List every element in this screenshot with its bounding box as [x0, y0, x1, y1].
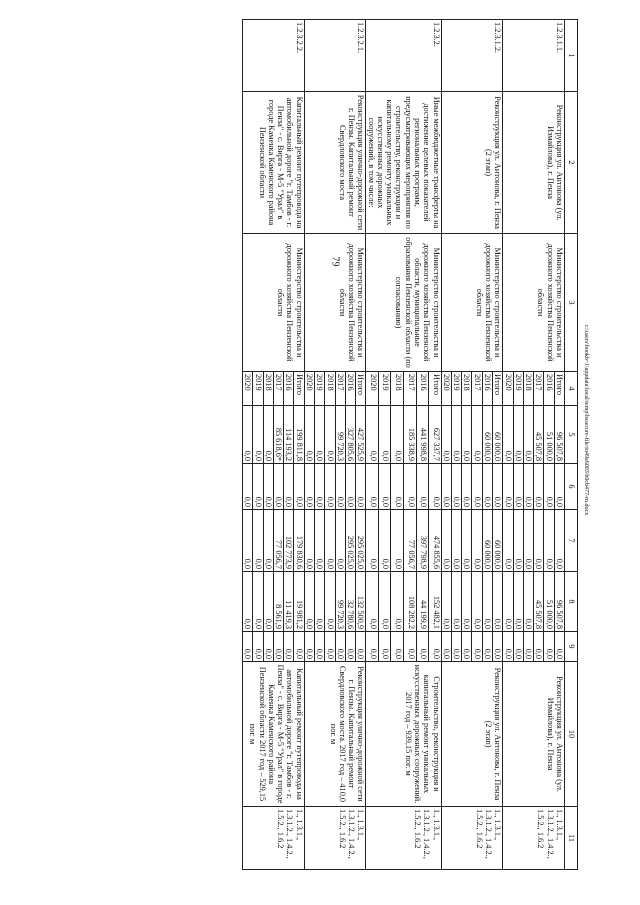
col-header: 6 — [565, 464, 578, 510]
regional-budget: 0,0 — [391, 510, 404, 572]
other-sources: 0,0 — [451, 632, 461, 662]
regional-budget: 0,0 — [378, 510, 391, 572]
year-label: Итого — [493, 372, 503, 406]
other-sources: 0,0 — [534, 632, 544, 662]
regional-budget: 0,0 — [534, 510, 544, 572]
road-fund: 108 282,2 — [404, 572, 417, 632]
other-sources: 0,0 — [335, 632, 345, 662]
col-header: 2 — [565, 92, 578, 234]
road-fund: 0,0 — [441, 572, 451, 632]
regional-budget: 77 056,7 — [404, 510, 417, 572]
year-label: 2016 — [416, 372, 429, 406]
year-label: 2017 — [404, 372, 417, 406]
road-fund: 0,0 — [378, 572, 391, 632]
federal-budget: 0,0 — [391, 464, 404, 510]
regional-budget: 0,0 — [503, 510, 513, 572]
year-label: 2018 — [462, 372, 472, 406]
road-fund: 0,0 — [513, 572, 523, 632]
other-sources: 0,0 — [462, 632, 472, 662]
other-sources: 0,0 — [314, 632, 324, 662]
total-amount: 0,0 — [304, 406, 314, 464]
year-label: 2018 — [263, 372, 273, 406]
item-number: 1.2.3.2.1. — [304, 20, 366, 92]
expected-result: Капитальный ремонт путепровода на автомобильной дороге "г. Тамбов - г. Пенза" - с. Вирга - М-5 "Урал" в городе Каменка Каменского района Пензенской области 2017 год – 529,15 пог. м — [243, 662, 305, 807]
year-label: 2020 — [503, 372, 513, 406]
regional-budget: 0,0 — [243, 510, 253, 572]
federal-budget: 0,0 — [253, 464, 263, 510]
year-label: 2017 — [472, 372, 482, 406]
regional-budget: 102 773,9 — [284, 510, 294, 572]
total-amount: 0,0 — [325, 406, 335, 464]
total-amount: 0,0 — [513, 406, 523, 464]
total-amount: 185 338,9 — [404, 406, 417, 464]
other-sources: 0,0 — [554, 632, 564, 662]
total-amount: 0,0 — [314, 406, 324, 464]
year-label: 2018 — [391, 372, 404, 406]
total-amount: 60 000,0 — [493, 406, 503, 464]
regional-budget: 0,0 — [253, 510, 263, 572]
indicator-link: 1., 1.3.1., 1.3.1.2., 1.4.2., 1.5.2., 1.6.2 — [503, 807, 565, 870]
column-number-row — [565, 20, 578, 870]
expected-result: Реконструкция улично-дорожной сети г. Пензы. Капитальный ремонт Свердловского моста. 2017 год – 410,0 пог. м — [304, 662, 366, 807]
item-number: 1.2.3.1.1. — [503, 20, 565, 92]
total-amount: 327 805,6 — [345, 406, 355, 464]
total-amount: 0,0 — [462, 406, 472, 464]
total-amount: 0,0 — [503, 406, 513, 464]
regional-budget: 0,0 — [554, 510, 564, 572]
col-header: 7 — [565, 510, 578, 572]
year-label: 2020 — [366, 372, 379, 406]
col-header: 8 — [565, 572, 578, 632]
indicator-link: 1., 1.3.1., 1.3.1.2., 1.4.2., 1.5.2., 1.6.2 — [366, 807, 441, 870]
federal-budget: 0,0 — [482, 464, 492, 510]
road-fund: 51 000,0 — [544, 572, 554, 632]
year-label: Итого — [554, 372, 564, 406]
indicator-link: 1., 1.3.1., 1.3.1.2., 1.4.2., 1.5.2., 1.6.2 — [243, 807, 305, 870]
year-label: 2017 — [534, 372, 544, 406]
federal-budget: 0,0 — [263, 464, 273, 510]
federal-budget: 0,0 — [429, 464, 442, 510]
regional-budget: 77 056,7 — [273, 510, 283, 572]
road-fund: 0,0 — [482, 572, 492, 632]
federal-budget: 0,0 — [294, 464, 304, 510]
other-sources: 0,0 — [493, 632, 503, 662]
year-label: 2019 — [253, 372, 263, 406]
footer-file-path: c:\users\bookb~1\appdata\local\temp\bssecure-file\to49a6003\b0cb477-rn.docx — [583, 324, 589, 516]
regional-budget: 0,0 — [523, 510, 533, 572]
federal-budget: 0,0 — [503, 464, 513, 510]
regional-budget: 0,0 — [304, 510, 314, 572]
col-header: 1 — [565, 20, 578, 92]
other-sources: 0,0 — [523, 632, 533, 662]
federal-budget: 0,0 — [472, 464, 482, 510]
road-fund: 0,0 — [472, 572, 482, 632]
road-fund: 0,0 — [243, 572, 253, 632]
other-sources: 0,0 — [325, 632, 335, 662]
year-label: 2019 — [513, 372, 523, 406]
federal-budget: 0,0 — [378, 464, 391, 510]
road-fund: 0,0 — [493, 572, 503, 632]
total-amount: 0,0 — [366, 406, 379, 464]
regional-budget: 0,0 — [472, 510, 482, 572]
responsible-executor: Министерство строительства и дорожного хозяйства Пензенской области — [503, 234, 565, 372]
event-name: Реконструкция ул. Антонова, г. Пенза (2 этап) — [441, 92, 503, 234]
expected-result: Реконструкция ул. Антонова, г. Пенза (2 этап) — [441, 662, 503, 807]
road-fund: 45 507,8 — [534, 572, 544, 632]
total-amount: 427 525,9 — [356, 406, 366, 464]
total-amount: 51 000,0 — [544, 406, 554, 464]
total-amount: 0,0 — [253, 406, 263, 464]
col-header: 3 — [565, 234, 578, 372]
road-fund: 44 199,9 — [416, 572, 429, 632]
regional-budget: 60 000,0 — [482, 510, 492, 572]
year-label: 2019 — [314, 372, 324, 406]
year-label: 2020 — [441, 372, 451, 406]
road-fund: 152 482,1 — [429, 572, 442, 632]
other-sources: 0,0 — [253, 632, 263, 662]
other-sources: 0,0 — [273, 632, 283, 662]
total-amount: 96 507,8 — [554, 406, 564, 464]
item-number: 1.2.3.2. — [366, 20, 441, 92]
event-name: Реконструкция ул. Антонова (ул. Измайлова), г. Пенза — [503, 92, 565, 234]
total-amount: 85 618,6* — [273, 406, 283, 464]
year-label: Итого — [429, 372, 442, 406]
expected-result: Реконструкция ул. Антонова (ул. Измайлова), г. Пенза — [503, 662, 565, 807]
total-amount: 99 720,3 — [335, 406, 345, 464]
regional-budget: 0,0 — [263, 510, 273, 572]
other-sources: 0,0 — [263, 632, 273, 662]
total-amount: 0,0 — [523, 406, 533, 464]
federal-budget: 0,0 — [441, 464, 451, 510]
federal-budget: 0,0 — [534, 464, 544, 510]
road-fund: 0,0 — [391, 572, 404, 632]
regional-budget: 295 025,0 — [345, 510, 355, 572]
item-number: 1.2.3.2.2. — [243, 20, 305, 92]
road-fund: 0,0 — [325, 572, 335, 632]
responsible-executor: Министерство строительства и дорожного хозяйства Пензенской области — [304, 234, 366, 372]
col-header: 5 — [565, 406, 578, 464]
indicator-link: 1., 1.3.1., 1.3.1.2., 1.4.2., 1.5.2., 1.6.2 — [304, 807, 366, 870]
col-header: 10 — [565, 662, 578, 807]
year-label: 2020 — [304, 372, 314, 406]
road-fund: 11 419,3 — [284, 572, 294, 632]
regional-budget: 0,0 — [325, 510, 335, 572]
federal-budget: 0,0 — [493, 464, 503, 510]
road-fund: 0,0 — [503, 572, 513, 632]
regional-budget: 0,0 — [451, 510, 461, 572]
col-header: 4 — [565, 372, 578, 406]
federal-budget: 0,0 — [462, 464, 472, 510]
total-amount: 0,0 — [243, 406, 253, 464]
total-amount: 114 193,2 — [284, 406, 294, 464]
total-amount: 0,0 — [451, 406, 461, 464]
other-sources: 0,0 — [304, 632, 314, 662]
table-row — [356, 20, 366, 870]
year-label: 2016 — [482, 372, 492, 406]
federal-budget: 0,0 — [523, 464, 533, 510]
other-sources: 0,0 — [441, 632, 451, 662]
federal-budget: 0,0 — [314, 464, 324, 510]
road-fund: 8 561,9 — [273, 572, 283, 632]
responsible-executor: Министерство строительства и дорожного хозяйства Пензенской области — [243, 234, 305, 372]
federal-budget: 0,0 — [451, 464, 461, 510]
regional-budget: 179 830,6 — [294, 510, 304, 572]
road-fund: 32 780,6 — [345, 572, 355, 632]
table-row — [294, 20, 304, 870]
other-sources: 0,0 — [284, 632, 294, 662]
other-sources: 0,0 — [294, 632, 304, 662]
other-sources: 0,0 — [391, 632, 404, 662]
total-amount: 0,0 — [378, 406, 391, 464]
regional-budget: 60 000,0 — [493, 510, 503, 572]
table-row — [493, 20, 503, 870]
total-amount: 0,0 — [472, 406, 482, 464]
federal-budget: 0,0 — [335, 464, 345, 510]
responsible-executor: Министерство строительства и дорожного хозяйства Пензенской области — [441, 234, 503, 372]
federal-budget: 0,0 — [273, 464, 283, 510]
regional-budget: 0,0 — [314, 510, 324, 572]
other-sources: 0,0 — [416, 632, 429, 662]
federal-budget: 0,0 — [366, 464, 379, 510]
road-fund: 19 981,2 — [294, 572, 304, 632]
federal-budget: 0,0 — [325, 464, 335, 510]
road-fund: 96 507,8 — [554, 572, 564, 632]
road-fund: 0,0 — [462, 572, 472, 632]
federal-budget: 0,0 — [304, 464, 314, 510]
year-label: 2017 — [335, 372, 345, 406]
total-amount: 441 998,8 — [416, 406, 429, 464]
other-sources: 0,0 — [404, 632, 417, 662]
federal-budget: 0,0 — [356, 464, 366, 510]
federal-budget: 0,0 — [243, 464, 253, 510]
table-row — [554, 20, 564, 870]
year-label: 2017 — [273, 372, 283, 406]
other-sources: 0,0 — [243, 632, 253, 662]
regional-budget: 0,0 — [513, 510, 523, 572]
regional-budget: 0,0 — [366, 510, 379, 572]
other-sources: 0,0 — [482, 632, 492, 662]
col-header: 11 — [565, 807, 578, 870]
table-row — [429, 20, 442, 870]
other-sources: 0,0 — [503, 632, 513, 662]
event-name: Реконструкция улично-дорожной сети г. Пензы. Капитальный ремонт Свердловского моста — [304, 92, 366, 234]
other-sources: 0,0 — [544, 632, 554, 662]
total-amount: 627 337,7 — [429, 406, 442, 464]
other-sources: 0,0 — [429, 632, 442, 662]
other-sources: 0,0 — [513, 632, 523, 662]
road-fund: 99 720,3 — [335, 572, 345, 632]
year-label: Итого — [356, 372, 366, 406]
regional-budget: 0,0 — [335, 510, 345, 572]
road-fund: 0,0 — [523, 572, 533, 632]
regional-budget: 0,0 — [441, 510, 451, 572]
road-fund: 0,0 — [451, 572, 461, 632]
federal-budget: 0,0 — [284, 464, 294, 510]
road-fund: 0,0 — [314, 572, 324, 632]
indicator-link: 1., 1.3.1., 1.3.1.2., 1.4.2., 1.5.2., 1.6.2 — [441, 807, 503, 870]
item-number: 1.2.3.1.2. — [441, 20, 503, 92]
year-label: 2018 — [325, 372, 335, 406]
year-label: 2019 — [378, 372, 391, 406]
col-header: 9 — [565, 632, 578, 662]
other-sources: 0,0 — [356, 632, 366, 662]
federal-budget: 0,0 — [544, 464, 554, 510]
regional-budget: 474 855,6 — [429, 510, 442, 572]
event-name: Иные межбюджетные трансферты на достижение целевых показателей региональных программ, предусматривающих мероприятия по строительству, реконструкции и капитальному ремонту уникальных искусственных дорожных сооружений, в том числе: — [366, 92, 441, 234]
road-fund: 0,0 — [253, 572, 263, 632]
regional-budget: 0,0 — [544, 510, 554, 572]
total-amount: 199 811,8 — [294, 406, 304, 464]
other-sources: 0,0 — [472, 632, 482, 662]
federal-budget: 0,0 — [554, 464, 564, 510]
total-amount: 0,0 — [441, 406, 451, 464]
year-label: 2016 — [345, 372, 355, 406]
regional-budget: 295 025,0 — [356, 510, 366, 572]
federal-budget: 0,0 — [416, 464, 429, 510]
road-fund: 0,0 — [366, 572, 379, 632]
federal-budget: 0,0 — [345, 464, 355, 510]
year-label: Итого — [294, 372, 304, 406]
total-amount: 0,0 — [391, 406, 404, 464]
other-sources: 0,0 — [366, 632, 379, 662]
year-label: 2020 — [243, 372, 253, 406]
responsible-executor: Министерство строительства и дорожного хозяйства Пензенской области, муниципальные образования Пензенской области (по согласованию) — [366, 234, 441, 372]
other-sources: 0,0 — [378, 632, 391, 662]
year-label: 2019 — [451, 372, 461, 406]
year-label: 2018 — [523, 372, 533, 406]
program-table — [242, 19, 578, 870]
page-number: 79 — [329, 256, 341, 267]
total-amount: 0,0 — [263, 406, 273, 464]
road-fund: 0,0 — [304, 572, 314, 632]
regional-budget: 397 798,9 — [416, 510, 429, 572]
rotated-table-container — [68, 19, 578, 869]
road-fund: 0,0 — [263, 572, 273, 632]
event-name: Капитальный ремонт путепровода на автомобильной дороге "г. Тамбов - г. Пенза" - с. Вирга - М-5 "Урал" в городе Каменка Каменского района Пензенской области — [243, 92, 305, 234]
other-sources: 0,0 — [345, 632, 355, 662]
road-fund: 132 500,9 — [356, 572, 366, 632]
regional-budget: 0,0 — [462, 510, 472, 572]
expected-result: Строительство, реконструкция и капитальный ремонт уникальных искусственных дорожных сооружений. 2017 год – 939,15 пог. м — [366, 662, 441, 807]
federal-budget: 0,0 — [513, 464, 523, 510]
total-amount: 45 507,8 — [534, 406, 544, 464]
federal-budget: 0,0 — [404, 464, 417, 510]
year-label: 2016 — [284, 372, 294, 406]
total-amount: 60 000,0 — [482, 406, 492, 464]
year-label: 2016 — [544, 372, 554, 406]
